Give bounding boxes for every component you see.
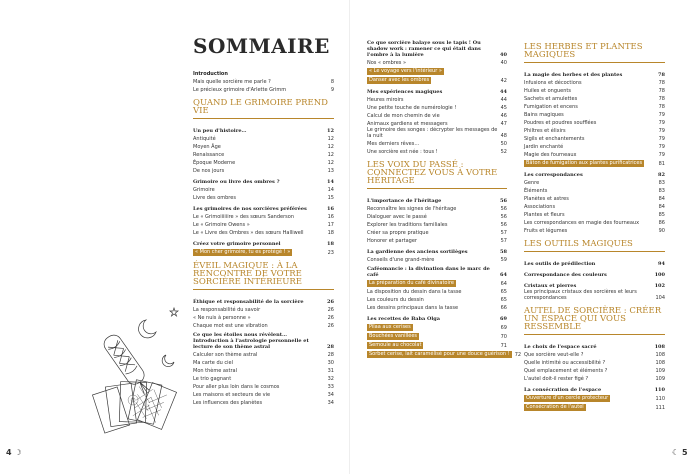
toc-entry-title: Les outils de prédilection (524, 261, 596, 267)
toc-chapter-entry (193, 69, 334, 77)
toc-entry-page: 42 (500, 78, 507, 84)
toc-chapter-entry (524, 270, 665, 278)
toc-entry (367, 295, 507, 303)
page-number-right: ☾ 5 (672, 448, 688, 457)
toc-entry-title: Le « Grimoire Owens » (193, 222, 250, 228)
toc-entry (193, 390, 334, 398)
toc-entry (193, 193, 334, 201)
page-title: SOMMAIRE (193, 34, 330, 58)
toc-column-1 (193, 69, 334, 406)
toc-entry-page: 94 (658, 261, 665, 267)
tarot-sage-moon-illustration (88, 300, 188, 450)
toc-entry-title: Consécration de l'autel (526, 404, 584, 410)
toc-entry-page: 32 (327, 376, 334, 382)
toc-highlight-entry (524, 159, 665, 167)
toc-entry (193, 85, 334, 93)
toc-highlight-entry (524, 403, 665, 411)
toc-entry-page: 46 (500, 113, 507, 119)
toc-chapter-entry (193, 239, 334, 247)
toc-entry-title: Grimoire (193, 187, 215, 193)
toc-entry-title: Le choix de l'espace sacré (524, 344, 597, 350)
toc-entry (524, 210, 665, 218)
toc-entry-page: 26 (327, 299, 334, 305)
toc-chapter-entry (193, 332, 334, 350)
toc-highlight-entry (367, 332, 507, 340)
toc-entry-page: 79 (658, 128, 665, 134)
toc-entry-title: La responsabilité du savoir (193, 307, 261, 313)
toc-entry-page: 12 (327, 144, 334, 150)
toc-entry (524, 226, 665, 234)
toc-entry (193, 212, 334, 220)
toc-entry-title: Explorer les traditions familiales (367, 222, 448, 228)
toc-entry (524, 289, 665, 301)
toc-entry-title: Les dessins principaux dans la tasse (367, 305, 459, 311)
toc-column-3 (524, 37, 665, 411)
toc-entry-page: 78 (658, 96, 665, 102)
toc-entry-page: 83 (658, 188, 665, 194)
toc-entry-page: 110 (654, 387, 665, 393)
toc-entry-page: 110 (655, 396, 665, 402)
toc-entry (193, 166, 334, 174)
toc-entry-title: Caféomancie : la divination dans le marc de café (367, 266, 490, 278)
toc-entry (367, 111, 507, 119)
toc-entry-title: Pilaa aux cerises (369, 324, 411, 330)
toc-entry-page: 28 (327, 344, 334, 350)
toc-entry-page: 26 (327, 323, 334, 329)
toc-entry-page: 12 (327, 136, 334, 142)
toc-entry (367, 255, 507, 263)
toc-entry-page: 26 (327, 315, 334, 321)
toc-entry-title: L'importance de l'héritage (367, 198, 442, 204)
toc-entry-title: Le grimoire des songes : décrypter les messages de la nuit (367, 127, 498, 139)
toc-entry-title: Infusions et décoctions (524, 80, 582, 86)
toc-entry-title: Moyen Âge (193, 144, 221, 150)
toc-entry-title: Magie des fourneaux (524, 152, 577, 158)
toc-entry-page: 82 (658, 172, 665, 178)
toc-entry-page: 65 (500, 289, 507, 295)
toc-entry (367, 119, 507, 127)
toc-entry (524, 202, 665, 210)
toc-entry (524, 94, 665, 102)
toc-highlight-entry (367, 76, 507, 84)
toc-entry-title: Une sorcière est née : tous ! (367, 149, 438, 155)
toc-entry-page: 109 (655, 368, 665, 374)
toc-entry (524, 142, 665, 150)
toc-entry (524, 350, 665, 358)
toc-entry-title: Jardin enchanté (524, 144, 564, 150)
toc-entry-page: 40 (500, 52, 507, 58)
toc-entry-title: De nos jours (193, 168, 225, 174)
toc-entry-page: 12 (327, 128, 334, 134)
toc-highlight-entry (367, 323, 507, 331)
toc-entry-title: Le précieux grimoire d'Arlette Grimm (193, 87, 287, 93)
toc-chapter-entry (367, 196, 507, 204)
toc-entry-title: Que sorcière veut-elle ? (524, 352, 584, 358)
toc-entry-title: Sachets et amulettes (524, 96, 578, 102)
toc-entry (193, 374, 334, 382)
toc-chapter-entry (524, 385, 665, 393)
toc-entry-title: Les correspondances (524, 172, 583, 178)
toc-entry (524, 134, 665, 142)
toc-entry-title: Plantes et fleurs (524, 212, 565, 218)
toc-entry-page: 58 (500, 249, 507, 255)
toc-highlight-entry (193, 248, 334, 256)
toc-entry-title: Les correspondances en magie des fourneaux (524, 220, 640, 226)
toc-entry (193, 185, 334, 193)
toc-entry (524, 178, 665, 186)
toc-entry-title: Ce que les étoiles nous révèlent… Introduction à l'astrologie personnelle et lecture de son thème astral (193, 332, 309, 350)
toc-entry-page: 65 (500, 297, 507, 303)
toc-entry (524, 126, 665, 134)
toc-entry-title: Fumigation et encens (524, 104, 578, 110)
toc-entry-page: 56 (500, 206, 507, 212)
toc-entry-title: Correspondance des couleurs (524, 272, 607, 278)
toc-entry-title: Ouverture d'un cercle protecteur (526, 395, 609, 401)
toc-entry (367, 127, 507, 139)
toc-chapter-entry (524, 281, 665, 289)
toc-entry-page: 34 (327, 400, 334, 406)
toc-entry-page: 79 (658, 120, 665, 126)
toc-entry-title: Les grimoires de nos sorcières préférées (193, 206, 307, 212)
section-heading: ÉVEIL MAGIQUE : À LA RENCONTRE DE VOTRE SORCIÈRE INTÉRIEURE (193, 262, 334, 290)
toc-entry-title: « Mon cher grimoire, tu es protégé ! » (195, 249, 291, 255)
toc-entry (524, 118, 665, 126)
toc-entry-page: 78 (658, 88, 665, 94)
toc-entry (524, 218, 665, 226)
toc-entry-title: Le « Grimoiiiiiire » des sœurs Sanderson (193, 214, 294, 220)
toc-entry-title: Les recettes de Baba Olga (367, 316, 441, 322)
toc-entry-title: Bouchées vanillées (369, 333, 418, 339)
toc-entry-page: 47 (500, 121, 507, 127)
toc-entry-title: Les principaux cristaux des sorcières et leurs correspondances (524, 289, 637, 301)
toc-entry-page: 48 (500, 133, 507, 139)
toc-entry-page: 102 (654, 283, 665, 289)
toc-entry-page: 18 (327, 241, 334, 247)
toc-entry-page: 104 (655, 295, 665, 301)
toc-entry (367, 103, 507, 111)
toc-entry-page: 79 (658, 112, 665, 118)
toc-highlight-entry (367, 279, 507, 287)
toc-chapter-entry (367, 247, 507, 255)
toc-entry-title: Sigils et enchantements (524, 136, 585, 142)
toc-entry-page: 72 (514, 352, 522, 358)
toc-entry (367, 204, 507, 212)
toc-entry (193, 313, 334, 321)
toc-chapter-entry (524, 170, 665, 178)
toc-entry-title: Créez votre grimoire personnel (193, 241, 281, 247)
toc-entry-title: Quelle intimité ou accessibilité ? (524, 360, 606, 366)
toc-entry (367, 287, 507, 295)
toc-chapter-entry (193, 204, 334, 212)
toc-entry-title: Grimoire ou livre des ombres ? (193, 179, 280, 185)
toc-entry-page: 57 (500, 230, 507, 236)
toc-entry-page: 44 (500, 89, 507, 95)
toc-entry-page: 108 (655, 360, 665, 366)
toc-entry-title: Ce que sorcière balaye sous le tapis ! Ou shadow work : ramener ce qui était dans l'ombre à la lumière (367, 40, 481, 58)
toc-entry-page: 69 (500, 316, 507, 322)
toc-entry-page: 50 (500, 141, 507, 147)
toc-entry (193, 358, 334, 366)
section-heading: QUAND LE GRIMOIRE PREND VIE (193, 99, 334, 119)
toc-entry-page: 31 (327, 368, 334, 374)
toc-entry-page: 56 (500, 222, 507, 228)
toc-entry (193, 134, 334, 142)
toc-entry-page: 100 (654, 272, 665, 278)
toc-entry (193, 228, 334, 236)
toc-entry-title: Époque Moderne (193, 160, 236, 166)
toc-entry-title: Le « Livre des Ombres » des sœurs Halliwell (193, 230, 304, 236)
section-heading: AUTEL DE SORCIÈRE : CRÉER UN ESPACE QUI VOUS RESSEMBLE (524, 307, 665, 335)
toc-chapter-entry (367, 266, 507, 278)
toc-entry (524, 186, 665, 194)
toc-entry-title: Honorer et partager (367, 238, 417, 244)
toc-chapter-entry (193, 177, 334, 185)
toc-entry-page: 109 (655, 376, 665, 382)
toc-entry (193, 158, 334, 166)
section-heading: LES HERBES ET PLANTES MAGIQUES (524, 43, 665, 63)
toc-entry-title: Éléments (524, 188, 548, 194)
toc-entry-page: 15 (327, 195, 334, 201)
toc-entry-page: 13 (327, 168, 334, 174)
toc-entry-page: 70 (500, 334, 507, 340)
toc-entry-page: 33 (327, 384, 334, 390)
page-number-left: 4 ☽ (6, 448, 22, 457)
toc-entry (367, 228, 507, 236)
toc-entry-title: La préparation du café divinatoire (369, 280, 454, 286)
toc-entry (193, 398, 334, 406)
toc-entry-title: Le trio gagnant (193, 376, 232, 382)
toc-highlight-entry (367, 341, 507, 349)
toc-entry-page: 79 (658, 144, 665, 150)
toc-entry-page: 85 (658, 212, 665, 218)
toc-entry-title: La consécration de l'espace (524, 387, 602, 393)
toc-entry-title: Sorbet cerise, lait caramélisé pour une douce guérison ! (369, 351, 510, 357)
toc-entry-title: Une petite touche de numérologie ! (367, 105, 457, 111)
toc-entry-page: 40 (500, 60, 507, 66)
toc-chapter-entry (193, 126, 334, 134)
toc-entry (367, 212, 507, 220)
toc-entry-page: 90 (658, 228, 665, 234)
toc-entry-page: 17 (327, 222, 334, 228)
toc-entry-title: Créer sa propre pratique (367, 230, 429, 236)
toc-entry-title: « Ne nuis à personne » (193, 315, 251, 321)
toc-entry-page: 12 (327, 160, 334, 166)
toc-entry-page: 16 (327, 214, 334, 220)
toc-entry-page: 79 (658, 136, 665, 142)
toc-highlight-entry (367, 67, 507, 75)
toc-highlight-entry (524, 394, 665, 402)
toc-entry-page: 56 (500, 198, 507, 204)
toc-entry-page: 86 (658, 220, 665, 226)
toc-entry-page: 111 (655, 405, 665, 411)
toc-entry-page: 26 (327, 307, 334, 313)
toc-entry-page: 8 (330, 79, 334, 85)
toc-entry-title: La disposition du dessin dans la tasse (367, 289, 462, 295)
toc-entry (193, 366, 334, 374)
toc-entry-title: Heures miroirs (367, 97, 404, 103)
toc-entry-page: 59 (500, 257, 507, 263)
toc-entry-title: Quel emplacement et éléments ? (524, 368, 608, 374)
toc-entry (524, 102, 665, 110)
toc-entry (367, 236, 507, 244)
toc-entry-title: Genre (524, 180, 540, 186)
toc-entry-page: 30 (327, 360, 334, 366)
toc-entry (524, 78, 665, 86)
toc-entry-title: Planètes et astres (524, 196, 569, 202)
toc-highlight-entry (367, 350, 522, 358)
toc-entry-page: 84 (658, 196, 665, 202)
toc-entry-page: 34 (327, 392, 334, 398)
toc-entry-title: Renaissance (193, 152, 225, 158)
toc-chapter-entry (524, 70, 665, 78)
toc-entry (524, 194, 665, 202)
toc-entry (367, 139, 507, 147)
toc-entry (524, 358, 665, 366)
toc-entry-title: Reconnaître les signes de l'héritage (367, 206, 457, 212)
toc-entry-page: 69 (500, 325, 507, 331)
toc-entry-title: Ma carte du ciel (193, 360, 233, 366)
toc-chapter-entry (367, 40, 507, 58)
toc-chapter-entry (367, 314, 507, 322)
toc-entry-title: Introduction (193, 71, 228, 77)
toc-entry-page: 44 (500, 97, 507, 103)
toc-entry (367, 147, 507, 155)
toc-entry (367, 303, 507, 311)
toc-chapter-entry (367, 87, 507, 95)
toc-entry (367, 95, 507, 103)
toc-entry (367, 58, 507, 66)
toc-entry-page: 23 (327, 250, 334, 256)
toc-entry-page: 79 (658, 152, 665, 158)
section-heading: LES OUTILS MAGIQUES (524, 240, 665, 252)
toc-entry (524, 110, 665, 118)
toc-entry (524, 86, 665, 94)
toc-entry-page: 71 (500, 343, 507, 349)
toc-entry-page: 78 (658, 104, 665, 110)
toc-entry (193, 305, 334, 313)
toc-entry-title: Semoule au chocolat (369, 342, 422, 348)
toc-entry-page: 56 (500, 214, 507, 220)
toc-entry-title: Mes expériences magiques (367, 89, 443, 95)
toc-entry (524, 150, 665, 158)
toc-entry-page: 108 (654, 344, 665, 350)
toc-entry (367, 220, 507, 228)
toc-entry-title: La gardienne des anciens sortilèges (367, 249, 468, 255)
toc-entry (193, 150, 334, 158)
toc-entry-title: Livre des ombres (193, 195, 236, 201)
toc-entry-title: Cristaux et pierres (524, 283, 577, 289)
toc-entry-title: L'autel doit-il rester figé ? (524, 376, 589, 382)
toc-entry-page: 52 (500, 149, 507, 155)
toc-entry-title: Danser avec les ombres (369, 77, 430, 83)
toc-entry-page: 16 (327, 206, 334, 212)
toc-entry-title: Bains magiques (524, 112, 564, 118)
toc-entry-title: Mais quelle sorcière me parle ? (193, 79, 271, 85)
toc-entry-title: Nos « ombres » (367, 60, 407, 66)
toc-entry-page: 9 (330, 87, 334, 93)
toc-entry-title: Animaux gardiens et messagers (367, 121, 448, 127)
toc-entry (193, 142, 334, 150)
toc-entry-title: Calcul de mon chemin de vie (367, 113, 440, 119)
toc-entry-title: « Le voyage vers l'intérieur » (369, 68, 442, 74)
toc-entry-page: 78 (658, 80, 665, 86)
toc-entry-page: 84 (658, 204, 665, 210)
toc-entry-title: Bâton de fumigation aux plantes purificatrices (526, 160, 643, 166)
toc-entry-page: 64 (500, 281, 507, 287)
toc-entry-page: 12 (327, 152, 334, 158)
toc-entry-page: 66 (500, 305, 507, 311)
toc-entry-title: Poudres et poudres soufflées (524, 120, 597, 126)
toc-chapter-entry (524, 259, 665, 267)
toc-entry (193, 321, 334, 329)
toc-entry-page: 83 (658, 180, 665, 186)
toc-entry-title: Fruits et légumes (524, 228, 568, 234)
toc-entry-page: 108 (655, 352, 665, 358)
toc-entry-page: 57 (500, 238, 507, 244)
toc-entry-title: Mon thème astral (193, 368, 238, 374)
toc-chapter-entry (193, 297, 334, 305)
toc-entry-page: 45 (500, 105, 507, 111)
toc-entry (193, 77, 334, 85)
toc-entry-title: Philtres et élixirs (524, 128, 566, 134)
toc-entry (524, 366, 665, 374)
toc-entry (193, 382, 334, 390)
toc-entry-page: 78 (658, 72, 665, 78)
toc-entry-page: 14 (327, 179, 334, 185)
toc-entry-title: Mes derniers rêves… (367, 141, 420, 147)
toc-entry-title: Un peu d'histoire… (193, 128, 247, 134)
toc-entry-title: Conseils d'une grand-mère (367, 257, 435, 263)
toc-entry-title: Antiquité (193, 136, 216, 142)
toc-entry (193, 350, 334, 358)
toc-entry-title: Pour aller plus loin dans le cosmos (193, 384, 280, 390)
toc-entry-title: Dialoguer avec le passé (367, 214, 427, 220)
toc-entry-page: 14 (327, 187, 334, 193)
toc-column-2 (367, 37, 522, 358)
section-heading: LES VOIX DU PASSÉ : CONNECTEZ VOUS À VOTRE HÉRITAGE (367, 161, 507, 189)
toc-entry-title: Calculer son thème astral (193, 352, 258, 358)
toc-entry-title: Associations (524, 204, 556, 210)
toc-entry-page: 18 (327, 230, 334, 236)
toc-entry-page: 28 (327, 352, 334, 358)
toc-entry-title: Éthique et responsabilité de la sorcière (193, 299, 304, 305)
toc-entry-page: 64 (500, 272, 507, 278)
toc-entry (193, 220, 334, 228)
toc-entry-title: Les maisons et secteurs de vie (193, 392, 271, 398)
toc-entry-title: Les couleurs du dessin (367, 297, 424, 303)
toc-chapter-entry (524, 342, 665, 350)
toc-entry-title: Chaque mot est une vibration (193, 323, 268, 329)
page-spine (349, 0, 350, 474)
toc-entry-title: Les influences des planètes (193, 400, 263, 406)
toc-entry-title: La magie des herbes et des plantes (524, 72, 623, 78)
toc-entry-title: Huiles et onguents (524, 88, 571, 94)
toc-entry-page: 81 (658, 161, 665, 167)
toc-entry (524, 374, 665, 382)
